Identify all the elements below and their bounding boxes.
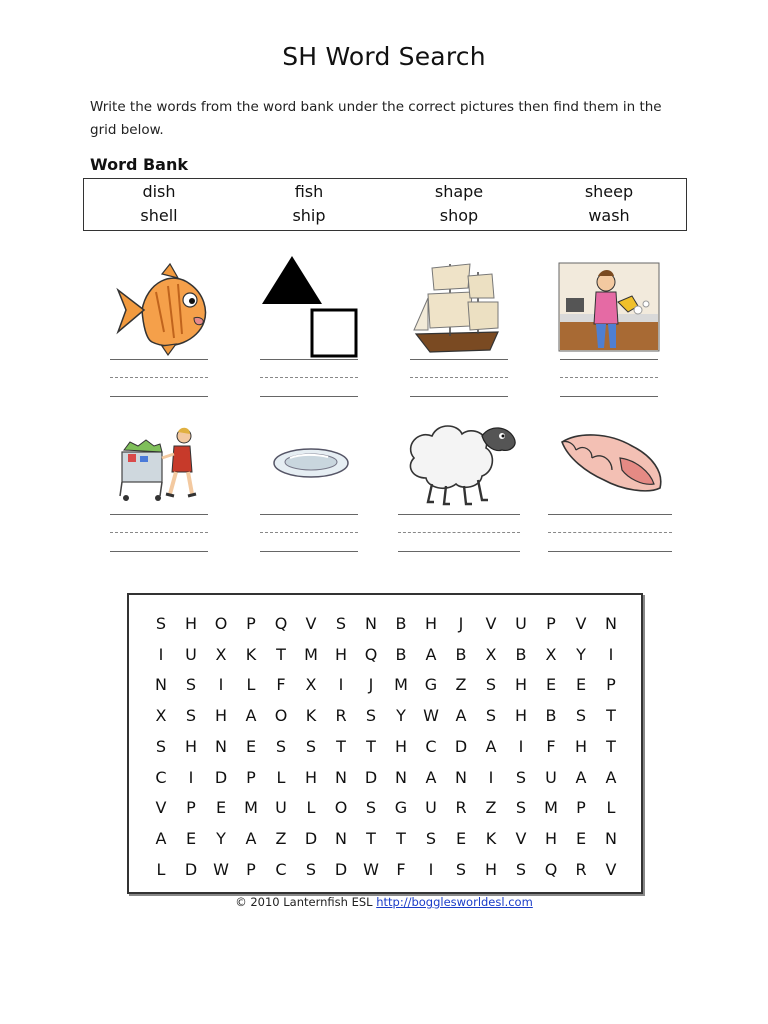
grid-cell: U [545, 767, 557, 787]
instructions: Write the words from the word bank under the correct pictures then find them in the grid below. [90, 99, 662, 138]
grid-cell: C [155, 767, 167, 787]
grid-cell: T [606, 706, 616, 726]
grid-cell: E [455, 828, 467, 848]
grid-cell: K [245, 644, 257, 664]
grid-cell: N [605, 614, 617, 633]
grid-cell: S [515, 767, 527, 787]
grid-cell: S [185, 675, 197, 695]
grid-cell: N [215, 736, 227, 756]
grid-cell: V [575, 614, 587, 633]
grid-cell: D [454, 736, 468, 756]
grid-cell: M [394, 675, 408, 695]
grid-cell: I [518, 736, 524, 756]
grid-cell: I [218, 675, 224, 695]
grid-cell: E [575, 675, 587, 695]
grid-cell: R [335, 706, 347, 726]
grid-cell: P [576, 798, 586, 818]
grid-cell: N [605, 828, 617, 848]
grid-cell: W [363, 859, 379, 879]
grid-cell: C [275, 859, 287, 879]
grid-cell: T [336, 736, 346, 756]
grid-cell: N [335, 767, 347, 787]
grid-cell: T [276, 644, 286, 664]
grid-cell: V [155, 798, 167, 818]
grid-cell: N [395, 767, 407, 787]
word-bank-word: fish [294, 182, 324, 201]
grid-cell: G [424, 675, 438, 695]
grid-cell: P [546, 614, 556, 633]
grid-cell: U [275, 798, 287, 818]
grid-cell: S [485, 706, 497, 726]
grid-cell: H [544, 828, 558, 848]
grid-cell: H [574, 736, 588, 756]
word-search-grid [127, 593, 643, 894]
grid-cell: S [305, 859, 317, 879]
grid-cell: Q [274, 614, 288, 633]
grid-cell: A [425, 767, 437, 787]
word-bank-word: shell [140, 206, 178, 225]
grid-cell: U [185, 644, 197, 664]
grid-cell: L [156, 859, 166, 879]
grid-cell: S [515, 798, 527, 818]
grid-cell: X [215, 644, 227, 664]
grid-cell: A [245, 706, 257, 726]
grid-cell: N [365, 614, 377, 633]
grid-cell: Z [275, 828, 287, 848]
shape-icon [258, 254, 362, 360]
grid-cell: R [455, 798, 467, 818]
grid-cell: E [185, 828, 197, 848]
grid-cell: H [184, 736, 198, 756]
grid-cell: I [428, 859, 434, 879]
grid-cell: S [455, 859, 467, 879]
grid-cell: E [575, 828, 587, 848]
grid-cell: C [425, 736, 437, 756]
grid-cell: I [338, 675, 344, 695]
grid-cell: S [275, 736, 287, 756]
word-bank-word: sheep [584, 182, 634, 201]
grid-cell: U [515, 614, 527, 633]
grid-cell: L [606, 798, 616, 818]
grid-cell: O [274, 706, 288, 726]
grid-cell: R [575, 859, 587, 879]
grid-cell: Q [364, 644, 378, 664]
word-bank-label: Word Bank [90, 155, 189, 174]
grid-cell: V [485, 614, 497, 633]
grid-cell: X [155, 706, 167, 726]
grid-cell: H [514, 706, 528, 726]
grid-cell: O [334, 798, 348, 818]
grid-cell: A [605, 767, 617, 787]
grid-cell: B [545, 706, 557, 726]
grid-cell: X [305, 675, 317, 695]
grid-cell: T [606, 736, 616, 756]
grid-cell: Q [544, 859, 558, 879]
grid-cell: Y [216, 828, 226, 848]
grid-cell: O [214, 614, 228, 633]
grid-cell: P [606, 675, 616, 695]
grid-cell: J [368, 675, 374, 695]
grid-cell: H [484, 859, 498, 879]
word-bank-word: dish [142, 182, 176, 201]
grid-cell: H [334, 644, 348, 664]
grid-cell: T [396, 828, 406, 848]
grid-cell: T [366, 736, 376, 756]
grid-cell: A [155, 828, 167, 848]
grid-cell: V [605, 859, 617, 879]
grid-cell: S [365, 706, 377, 726]
grid-cell: S [155, 736, 167, 756]
grid-cell: T [366, 828, 376, 848]
page-title: SH Word Search [282, 42, 486, 71]
grid-cell: Z [485, 798, 497, 818]
grid-cell: I [488, 767, 494, 787]
grid-cell: M [244, 798, 258, 818]
grid-cell: B [455, 644, 467, 664]
grid-cell: D [364, 767, 378, 787]
wash-icon [558, 262, 660, 352]
grid-cell: H [214, 706, 228, 726]
word-bank-box [83, 178, 687, 231]
grid-cell: P [246, 767, 256, 787]
grid-cell: A [575, 767, 587, 787]
ship-icon [410, 258, 506, 356]
grid-cell: S [305, 736, 317, 756]
word-bank-word: shop [439, 206, 479, 225]
grid-cell: I [158, 644, 164, 664]
grid-cell: N [455, 767, 467, 787]
grid-cell: F [546, 736, 556, 756]
grid-cell: B [395, 614, 407, 633]
grid-cell: M [304, 644, 318, 664]
word-bank-word: wash [588, 206, 630, 225]
sheep-icon [398, 406, 520, 510]
grid-cell: E [545, 675, 557, 695]
grid-cell: K [485, 828, 497, 848]
grid-cell: F [276, 675, 286, 695]
grid-cell: H [514, 675, 528, 695]
grid-cell: D [184, 859, 198, 879]
dish-icon [272, 446, 350, 480]
copyright-text: © 2010 Lanternfish ESL [235, 895, 373, 909]
grid-cell: J [458, 614, 464, 633]
grid-cell: K [305, 706, 317, 726]
grid-cell: P [246, 614, 256, 633]
grid-cell: P [246, 859, 256, 879]
grid-cell: H [394, 736, 408, 756]
grid-cell: S [515, 859, 527, 879]
grid-cell: A [245, 828, 257, 848]
grid-cell: X [545, 644, 557, 664]
grid-cell: Y [576, 644, 586, 664]
word-bank-word: ship [292, 206, 326, 225]
grid-cell: P [186, 798, 196, 818]
grid-cell: S [335, 614, 347, 633]
grid-cell: N [155, 675, 167, 695]
grid-cell: D [214, 767, 228, 787]
grid-cell: V [305, 614, 317, 633]
grid-cell: H [424, 614, 438, 633]
grid-cell: H [304, 767, 318, 787]
grid-cell: H [184, 614, 198, 633]
grid-cell: G [394, 798, 408, 818]
grid-cell: A [425, 644, 437, 664]
grid-cell: D [334, 859, 348, 879]
grid-cell: X [485, 644, 497, 664]
grid-cell: N [335, 828, 347, 848]
grid-cell: S [365, 798, 377, 818]
word-bank-word: shape [434, 182, 484, 201]
grid-cell: S [425, 828, 437, 848]
grid-cell: V [515, 828, 527, 848]
grid-cell: S [155, 614, 167, 633]
grid-cell: W [213, 859, 229, 879]
fish-icon [112, 262, 212, 357]
grid-cell: S [485, 675, 497, 695]
grid-cell: D [304, 828, 318, 848]
grid-cell: B [395, 644, 407, 664]
grid-cell: Z [455, 675, 467, 695]
grid-cell: I [188, 767, 194, 787]
grid-cell: Y [396, 706, 406, 726]
grid-cell: L [246, 675, 256, 695]
grid-cell: S [575, 706, 587, 726]
grid-cell: L [306, 798, 316, 818]
shell-icon [558, 428, 666, 496]
grid-cell: A [455, 706, 467, 726]
grid-cell: E [215, 798, 227, 818]
shop-icon [118, 424, 198, 506]
grid-cell: E [245, 736, 257, 756]
grid-cell: U [425, 798, 437, 818]
grid-cell: F [396, 859, 406, 879]
footer [0, 895, 768, 909]
grid-cell: S [185, 706, 197, 726]
grid-cell: M [544, 798, 558, 818]
grid-cell: A [485, 736, 497, 756]
grid-cell: B [515, 644, 527, 664]
grid-cell: L [276, 767, 286, 787]
grid-cell: W [423, 706, 439, 726]
website-link[interactable]: http://bogglesworldesl.com [376, 895, 533, 909]
grid-cell: I [608, 644, 614, 664]
